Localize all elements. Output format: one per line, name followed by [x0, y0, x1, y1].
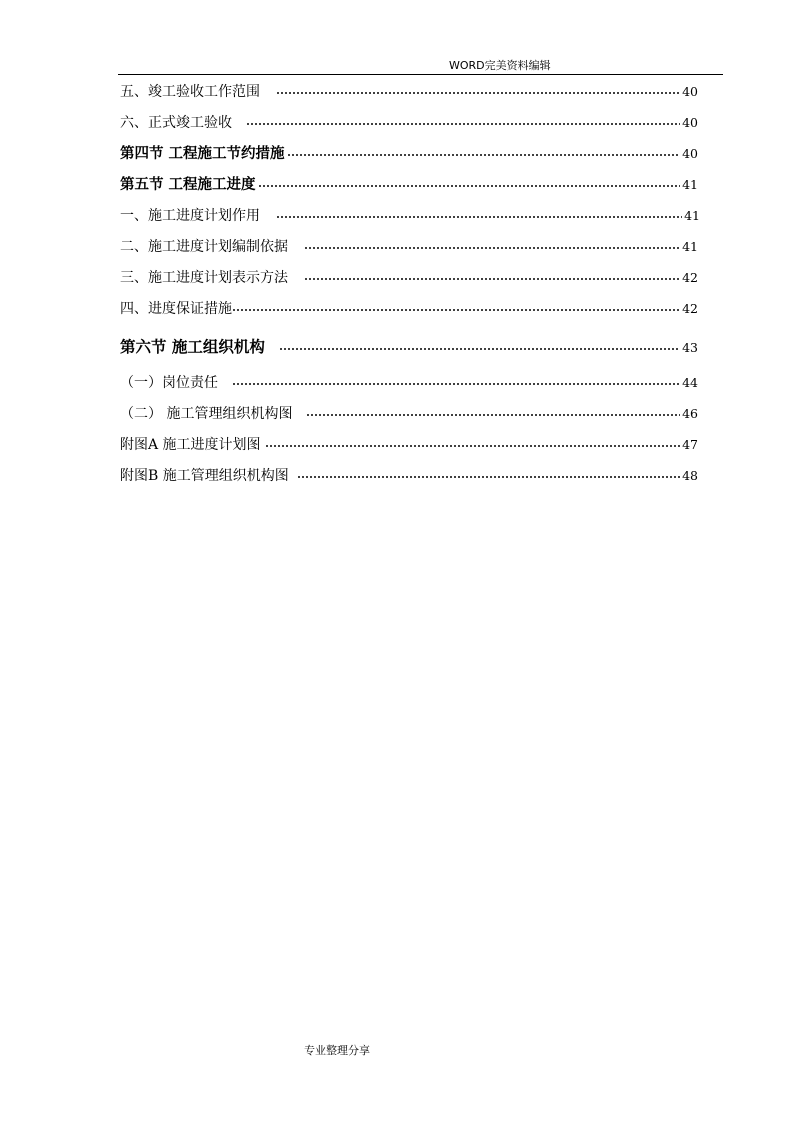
toc-entry-title: 附图A 施工进度计划图 — [120, 437, 261, 453]
toc-entry-title: 二、施工进度计划编制依据 — [120, 239, 288, 255]
toc-entry-title: 第六节 施工组织机构 — [120, 337, 265, 356]
toc-section-heading[interactable] — [120, 338, 698, 357]
toc-entry-title: 三、施工进度计划表示方法 — [120, 270, 288, 286]
table-of-contents — [0, 0, 794, 520]
toc-dot-leader — [287, 154, 681, 156]
toc-dot-leader — [276, 216, 682, 218]
toc-dot-leader — [276, 92, 680, 94]
toc-entry-title: 一、施工进度计划作用 — [120, 208, 260, 224]
toc-entry[interactable] — [120, 114, 698, 132]
toc-dot-leader — [246, 123, 680, 125]
toc-dot-leader — [279, 348, 680, 350]
toc-entry-page: 41 — [682, 177, 698, 192]
toc-entry-page: 40 — [682, 146, 698, 161]
header-text: WORD完美资料编辑 — [449, 59, 551, 72]
toc-entry[interactable] — [120, 207, 700, 225]
toc-entry-page: 44 — [682, 375, 698, 390]
toc-entry-title: （二） 施工管理组织机构图 — [120, 406, 293, 422]
toc-dot-leader — [306, 414, 680, 416]
toc-entry-page: 40 — [682, 115, 698, 130]
page-footer: 专业整理分享 — [304, 1044, 370, 1057]
toc-entry-title: 第五节 工程施工进度 — [120, 176, 256, 193]
toc-entry[interactable] — [120, 269, 698, 287]
toc-entry-title: 四、进度保证措施 — [120, 301, 232, 317]
toc-dot-leader — [265, 445, 681, 447]
toc-section-heading[interactable] — [120, 176, 698, 194]
toc-entry[interactable] — [120, 238, 698, 256]
toc-entry[interactable] — [120, 83, 698, 101]
toc-entry-page: 41 — [684, 208, 700, 223]
toc-dot-leader — [304, 247, 680, 249]
toc-section-heading[interactable] — [120, 145, 698, 163]
toc-entry-page: 41 — [682, 239, 698, 254]
toc-entry-page: 48 — [682, 468, 698, 483]
toc-entry[interactable] — [120, 300, 698, 318]
toc-entry-page: 42 — [682, 270, 698, 285]
toc-dot-leader — [232, 309, 680, 311]
toc-dot-leader — [232, 383, 680, 385]
toc-entry[interactable] — [120, 436, 698, 454]
toc-dot-leader — [304, 278, 680, 280]
toc-entry-page: 46 — [682, 406, 698, 421]
toc-entry-title: （一）岗位责任 — [120, 375, 218, 391]
toc-entry[interactable] — [120, 374, 698, 392]
toc-entry-title: 第四节 工程施工节约措施 — [120, 145, 285, 162]
toc-dot-leader — [258, 185, 681, 187]
toc-entry-page: 47 — [682, 437, 698, 452]
toc-entry-title: 附图B 施工管理组织机构图 — [120, 468, 289, 484]
toc-entry[interactable] — [120, 405, 698, 423]
toc-entry-title: 六、正式竣工验收 — [120, 115, 232, 131]
toc-entry[interactable] — [120, 467, 698, 485]
toc-entry-title: 五、竣工验收工作范围 — [120, 84, 260, 100]
toc-dot-leader — [297, 476, 680, 478]
toc-entry-page: 40 — [682, 84, 698, 99]
toc-entry-page: 42 — [682, 301, 698, 316]
toc-entry-page: 43 — [682, 340, 698, 355]
